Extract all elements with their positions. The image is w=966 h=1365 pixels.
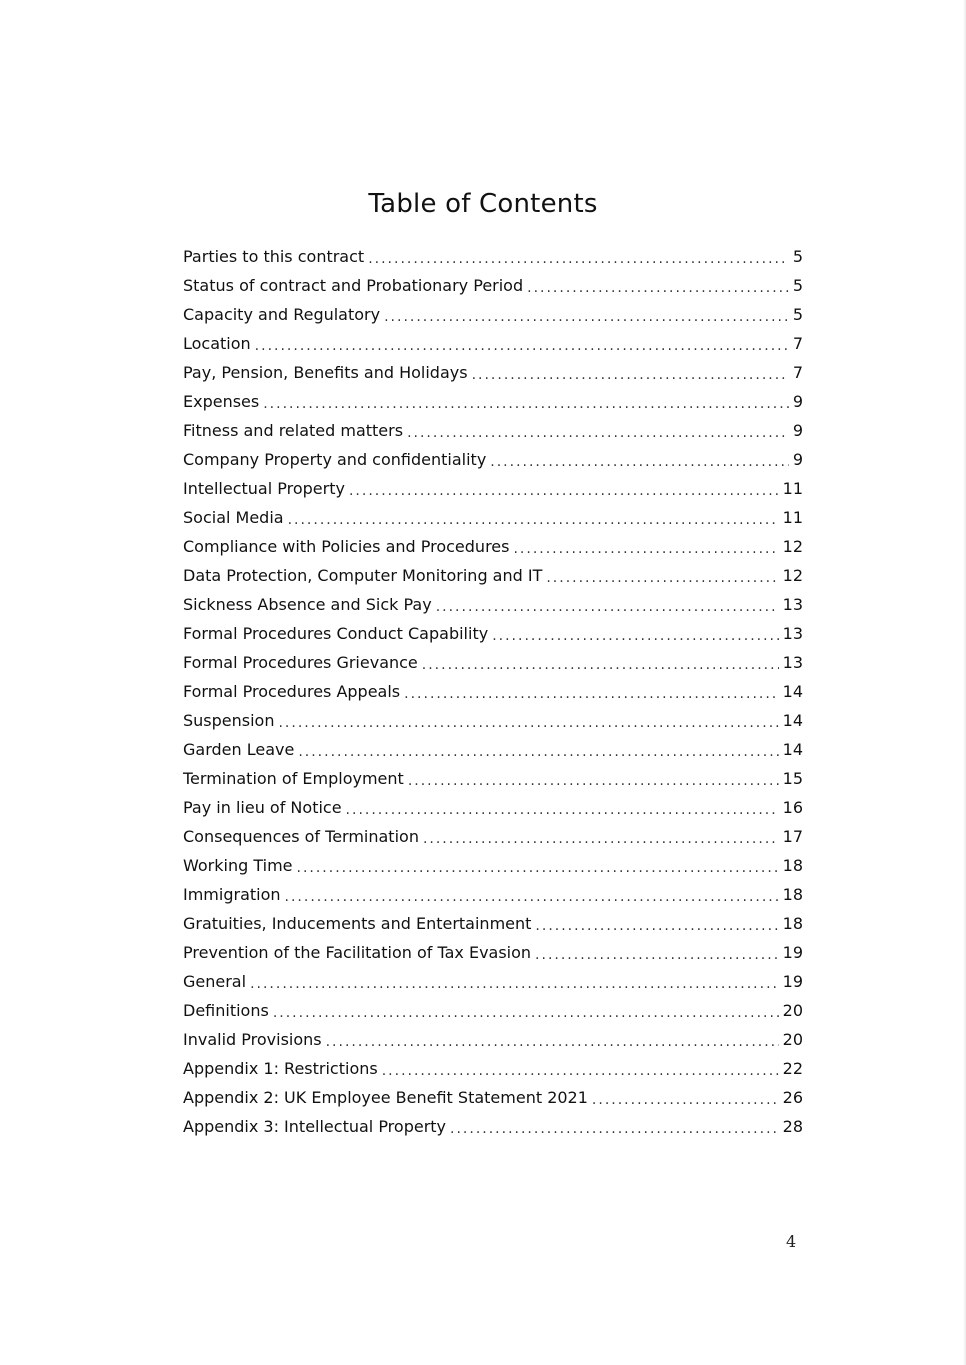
- toc-entry[interactable]: [183, 677, 803, 706]
- toc-leader-dots: [285, 880, 779, 909]
- toc-leader-dots: [535, 938, 779, 967]
- toc-entry[interactable]: [183, 416, 803, 445]
- toc-entry[interactable]: [183, 822, 803, 851]
- toc-leader-dots: [513, 532, 778, 561]
- table-of-contents: [183, 242, 803, 1141]
- toc-entry[interactable]: [183, 271, 803, 300]
- toc-leader-dots: [278, 706, 778, 735]
- toc-entry-title: Appendix 2: UK Employee Benefit Statement 2021: [183, 1088, 588, 1107]
- toc-entry-page: 7: [792, 334, 803, 353]
- toc-entry[interactable]: [183, 648, 803, 677]
- toc-entry-page: 9: [792, 450, 803, 469]
- toc-leader-dots: [384, 300, 789, 329]
- toc-leader-dots: [423, 822, 779, 851]
- toc-entry-title: Formal Procedures Grievance: [183, 653, 418, 672]
- toc-leader-dots: [368, 242, 789, 271]
- toc-entry-page: 14: [782, 682, 803, 701]
- toc-entry-title: Intellectual Property: [183, 479, 345, 498]
- toc-entry[interactable]: [183, 880, 803, 909]
- toc-entry-title: Status of contract and Probationary Period: [183, 276, 524, 295]
- toc-entry-title: Working Time: [183, 856, 293, 875]
- toc-entry-page: 19: [782, 943, 803, 962]
- toc-entry-title: Expenses: [183, 392, 260, 411]
- toc-entry-page: 19: [782, 972, 803, 991]
- toc-entry-title: Prevention of the Facilitation of Tax Evasion: [183, 943, 532, 962]
- toc-entry[interactable]: [183, 1112, 803, 1141]
- toc-entry[interactable]: [183, 735, 803, 764]
- toc-entry-title: Definitions: [183, 1001, 269, 1020]
- toc-entry-title: Fitness and related matters: [183, 421, 404, 440]
- toc-entry[interactable]: [183, 706, 803, 735]
- toc-entry[interactable]: [183, 358, 803, 387]
- toc-entry-page: 13: [782, 653, 803, 672]
- toc-entry-page: 15: [782, 769, 803, 788]
- toc-entry-page: 17: [782, 827, 803, 846]
- toc-entry[interactable]: [183, 1083, 803, 1112]
- toc-leader-dots: [263, 387, 789, 416]
- page-title: Table of Contents: [368, 189, 598, 219]
- toc-leader-dots: [436, 590, 779, 619]
- toc-entry[interactable]: [183, 503, 803, 532]
- toc-entry-page: 16: [782, 798, 803, 817]
- toc-entry-title: Immigration: [183, 885, 281, 904]
- toc-leader-dots: [535, 909, 778, 938]
- toc-entry[interactable]: [183, 329, 803, 358]
- toc-entry-title: Appendix 1: Restrictions: [183, 1059, 378, 1078]
- toc-entry-page: 12: [782, 537, 803, 556]
- toc-entry-page: 14: [782, 711, 803, 730]
- toc-entry-page: 18: [782, 856, 803, 875]
- toc-leader-dots: [450, 1112, 779, 1141]
- toc-entry[interactable]: [183, 619, 803, 648]
- toc-entry[interactable]: [183, 764, 803, 793]
- toc-entry-page: 5: [792, 305, 803, 324]
- toc-leader-dots: [382, 1054, 779, 1083]
- toc-entry-title: Invalid Provisions: [183, 1030, 322, 1049]
- toc-entry-page: 7: [792, 363, 803, 382]
- toc-entry[interactable]: [183, 474, 803, 503]
- toc-entry-page: 5: [792, 276, 803, 295]
- toc-entry[interactable]: [183, 300, 803, 329]
- toc-leader-dots: [527, 271, 789, 300]
- toc-entry-page: 13: [782, 624, 803, 643]
- toc-leader-dots: [404, 677, 779, 706]
- toc-entry-title: Gratuities, Inducements and Entertainment: [183, 914, 532, 933]
- toc-entry[interactable]: [183, 387, 803, 416]
- toc-leader-dots: [298, 735, 778, 764]
- toc-entry-page: 13: [782, 595, 803, 614]
- toc-entry-title: Consequences of Termination: [183, 827, 419, 846]
- toc-entry[interactable]: [183, 851, 803, 880]
- toc-entry[interactable]: [183, 532, 803, 561]
- toc-entry-page: 14: [782, 740, 803, 759]
- toc-entry[interactable]: [183, 445, 803, 474]
- toc-entry-title: Location: [183, 334, 251, 353]
- toc-leader-dots: [490, 445, 789, 474]
- toc-entry-page: 11: [782, 479, 803, 498]
- toc-leader-dots: [422, 648, 779, 677]
- toc-entry-page: 22: [782, 1059, 803, 1078]
- toc-entry-page: 12: [782, 566, 803, 585]
- toc-leader-dots: [255, 329, 789, 358]
- toc-entry[interactable]: [183, 1054, 803, 1083]
- toc-entry-title: Social Media: [183, 508, 284, 527]
- toc-leader-dots: [273, 996, 779, 1025]
- toc-leader-dots: [546, 561, 778, 590]
- toc-entry[interactable]: [183, 909, 803, 938]
- toc-entry[interactable]: [183, 590, 803, 619]
- toc-entry-page: 26: [782, 1088, 803, 1107]
- toc-leader-dots: [407, 416, 789, 445]
- toc-entry-title: Compliance with Policies and Procedures: [183, 537, 510, 556]
- toc-entry-page: 9: [792, 421, 803, 440]
- toc-entry-title: Formal Procedures Appeals: [183, 682, 401, 701]
- toc-entry-page: 11: [782, 508, 803, 527]
- toc-entry[interactable]: [183, 1025, 803, 1054]
- toc-entry-page: 18: [782, 885, 803, 904]
- toc-entry-title: Parties to this contract: [183, 247, 365, 266]
- toc-leader-dots: [592, 1083, 779, 1112]
- toc-entry[interactable]: [183, 996, 803, 1025]
- toc-leader-dots: [326, 1025, 779, 1054]
- toc-leader-dots: [492, 619, 778, 648]
- toc-entry[interactable]: [183, 967, 803, 996]
- toc-entry-page: 5: [792, 247, 803, 266]
- toc-entry-title: Company Property and confidentiality: [183, 450, 487, 469]
- toc-leader-dots: [408, 764, 779, 793]
- toc-entry-title: Formal Procedures Conduct Capability: [183, 624, 489, 643]
- toc-entry-title: Sickness Absence and Sick Pay: [183, 595, 432, 614]
- toc-entry-title: Termination of Employment: [183, 769, 404, 788]
- toc-entry-title: General: [183, 972, 247, 991]
- toc-leader-dots: [288, 503, 779, 532]
- toc-leader-dots: [297, 851, 779, 880]
- toc-leader-dots: [472, 358, 789, 387]
- toc-entry-page: 28: [782, 1117, 803, 1136]
- toc-entry[interactable]: [183, 938, 803, 967]
- toc-entry-title: Garden Leave: [183, 740, 295, 759]
- toc-entry-page: 20: [782, 1001, 803, 1020]
- toc-entry-page: 9: [792, 392, 803, 411]
- toc-entry[interactable]: [183, 242, 803, 271]
- toc-leader-dots: [346, 793, 779, 822]
- toc-entry[interactable]: [183, 793, 803, 822]
- toc-leader-dots: [349, 474, 779, 503]
- page-number: 4: [786, 1232, 797, 1251]
- toc-entry-title: Pay, Pension, Benefits and Holidays: [183, 363, 468, 382]
- toc-entry[interactable]: [183, 561, 803, 590]
- toc-entry-title: Pay in lieu of Notice: [183, 798, 342, 817]
- toc-entry-page: 18: [782, 914, 803, 933]
- toc-entry-title: Suspension: [183, 711, 275, 730]
- toc-entry-title: Appendix 3: Intellectual Property: [183, 1117, 447, 1136]
- toc-entry-title: Data Protection, Computer Monitoring and IT: [183, 566, 543, 585]
- toc-entry-page: 20: [782, 1030, 803, 1049]
- toc-leader-dots: [250, 967, 779, 996]
- toc-entry-title: Capacity and Regulatory: [183, 305, 381, 324]
